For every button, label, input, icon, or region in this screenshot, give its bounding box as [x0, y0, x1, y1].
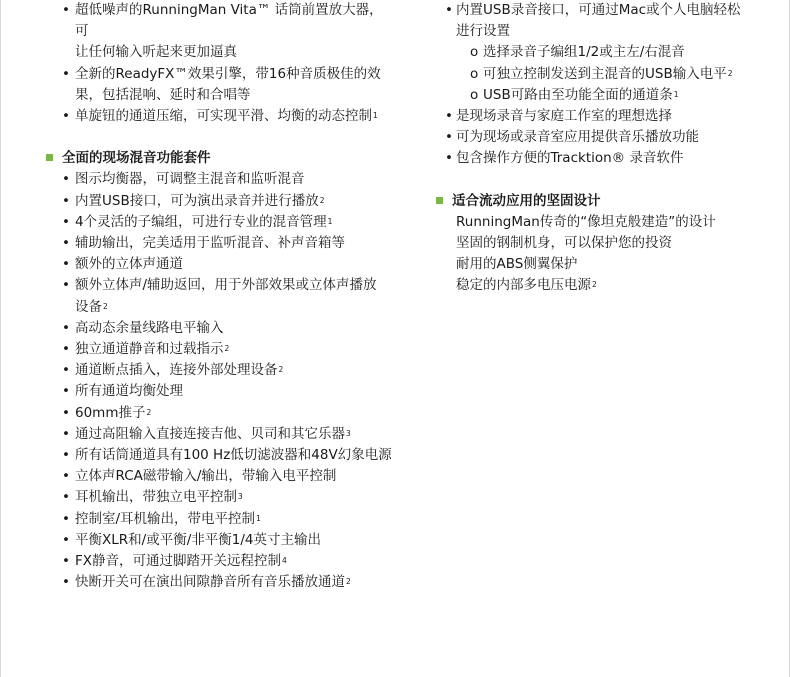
durable-design-item	[436, 233, 782, 254]
durable-design-heading	[436, 191, 782, 212]
list-item-text: 辅助输出，完美适用于监听混音、补声音箱等	[75, 235, 345, 252]
list-item-text: FX静音，可通过脚踏开关远程控制	[75, 553, 282, 570]
right-column	[436, 0, 782, 297]
live-mixing-item	[46, 360, 396, 381]
live-mixing-item	[46, 169, 396, 190]
footnote-marker: 2	[592, 280, 597, 290]
list-item-text: 通道断点插入，连接外部处理设备	[75, 362, 278, 379]
list-item-text: 60mm推子	[75, 404, 146, 421]
list-item-text: 进行设置	[456, 23, 510, 40]
left-top-item	[46, 64, 396, 106]
live-mixing-heading-text: 全面的现场混音功能套件	[62, 150, 211, 167]
footnote-marker: 2	[346, 577, 351, 587]
durable-design-item	[436, 275, 782, 296]
list-item-text: 可为现场或录音室应用提供音乐播放功能	[456, 129, 699, 146]
durable-design-list	[436, 212, 782, 297]
list-item-text: 快断开关可在演出间隙静音所有音乐播放通道	[75, 574, 345, 591]
durable-design-item	[436, 212, 782, 233]
right-top-item	[436, 64, 782, 85]
footnote-marker: 2	[224, 344, 230, 354]
section-gap	[46, 127, 396, 148]
live-mixing-item	[46, 466, 396, 487]
list-item-text: 让任何输入听起来更加逼真	[75, 44, 237, 61]
page-border-left	[0, 0, 1, 677]
section-gap	[436, 170, 782, 191]
list-item-text: 是现场录音与家庭工作室的理想选择	[456, 108, 672, 125]
right-top-item	[436, 127, 782, 148]
live-mixing-item	[46, 509, 396, 530]
list-item-text: 设备	[75, 298, 102, 315]
list-item-text: 坚固的钢制机身，可以保护您的投资	[456, 235, 672, 252]
live-mixing-heading	[46, 148, 396, 169]
live-mixing-item	[46, 212, 396, 233]
live-mixing-item	[46, 191, 396, 212]
list-item-text: 超低噪声的RunningMan Vita™ 话筒前置放大器，可	[75, 2, 383, 40]
list-item-text: 内置USB录音接口，可通过Mac或个人电脑轻松	[456, 2, 741, 18]
left-top-item	[46, 0, 396, 64]
footnote-marker: 1	[673, 89, 679, 99]
live-mixing-item	[46, 233, 396, 254]
live-mixing-item	[46, 381, 396, 402]
footnote-marker: 4	[282, 556, 287, 566]
list-item-text: RunningMan传奇的“像坦克般建造”的设计	[456, 213, 716, 230]
durable-design-heading-text: 适合流动应用的坚固设计	[452, 192, 601, 209]
live-mixing-item	[46, 445, 396, 466]
footnote-marker: 1	[256, 513, 261, 523]
list-item-text: 内置USB接口，可为演出录音并进行播放	[75, 192, 319, 209]
footnote-marker: 2	[278, 365, 284, 375]
footnote-marker: 2	[103, 301, 108, 311]
green-square-bullet-icon	[436, 197, 443, 204]
footnote-marker: 3	[238, 492, 243, 502]
live-mixing-item	[46, 339, 396, 360]
footnote-marker: 1	[373, 111, 378, 121]
left-top-list	[46, 0, 396, 127]
live-mixing-item	[46, 403, 396, 424]
footnote-marker: 3	[346, 428, 351, 438]
live-mixing-item	[46, 424, 396, 445]
live-mixing-list	[46, 169, 396, 593]
live-mixing-item	[46, 530, 396, 551]
list-item-text: 果，包括混响、延时和合唱等	[75, 86, 251, 103]
footnote-marker: 2	[727, 68, 733, 78]
list-item-text: 额外立体声/辅助返回，用于外部效果或立体声播放	[75, 277, 377, 294]
list-item-text: 耳机输出，带独立电平控制	[75, 489, 237, 506]
list-item-text: 独立通道静音和过载指示	[75, 341, 224, 358]
list-item-text: 单旋钮的通道压缩，可实现平滑、均衡的动态控制	[75, 108, 372, 125]
live-mixing-item	[46, 572, 396, 593]
list-item-text: 平衡XLR和/或平衡/非平衡1/4英寸主输出	[75, 531, 321, 548]
live-mixing-item	[46, 318, 396, 339]
durable-design-item	[436, 254, 782, 275]
right-top-item	[436, 42, 782, 63]
list-item-text: 通过高阻输入直接连接吉他、贝司和其它乐器	[75, 425, 345, 442]
list-item-text: 立体声RCA磁带输入/输出，带输入电平控制	[75, 468, 337, 485]
list-item-text: 图示均衡器，可调整主混音和监听混音	[75, 171, 305, 188]
green-square-bullet-icon	[46, 154, 53, 161]
footnote-marker: 2	[319, 195, 325, 205]
right-top-item	[436, 0, 782, 42]
live-mixing-item	[46, 551, 396, 572]
list-item-text: 包含操作方便的Tracktion® 录音软件	[456, 150, 684, 167]
list-item-text: 控制室/耳机输出，带电平控制	[75, 510, 256, 527]
list-item-text: 耐用的ABS侧翼保护	[456, 256, 578, 273]
footnote-marker: 2	[146, 407, 152, 417]
right-top-item	[436, 148, 782, 169]
list-item-text: 可独立控制发送到主混音的USB输入电平	[483, 65, 727, 82]
live-mixing-item	[46, 254, 396, 275]
list-item-text: 稳定的内部多电压电源	[456, 277, 591, 294]
list-item-text: 所有话筒通道具有100 Hz低切滤波器和48V幻象电源	[75, 447, 392, 464]
list-item-text: 全新的ReadyFX™效果引擎，带16种音质极佳的效	[75, 65, 381, 82]
footnote-marker: 1	[327, 216, 333, 226]
list-item-text: 所有通道均衡处理	[75, 383, 183, 400]
list-item-text: 额外的立体声通道	[75, 256, 183, 273]
live-mixing-item	[46, 275, 396, 317]
right-top-item	[436, 85, 782, 106]
list-item-text: USB可路由至功能全面的通道条	[483, 86, 673, 103]
left-top-item	[46, 106, 396, 127]
list-item-text: 高动态余量线路电平输入	[75, 319, 224, 336]
list-item-text: 4个灵活的子编组，可进行专业的混音管理	[75, 213, 327, 230]
list-item-text: 选择录音子编组1/2或主左/右混音	[483, 44, 685, 61]
right-top-item	[436, 106, 782, 127]
live-mixing-item	[46, 487, 396, 508]
left-column	[46, 0, 396, 593]
right-top-list	[436, 0, 782, 170]
